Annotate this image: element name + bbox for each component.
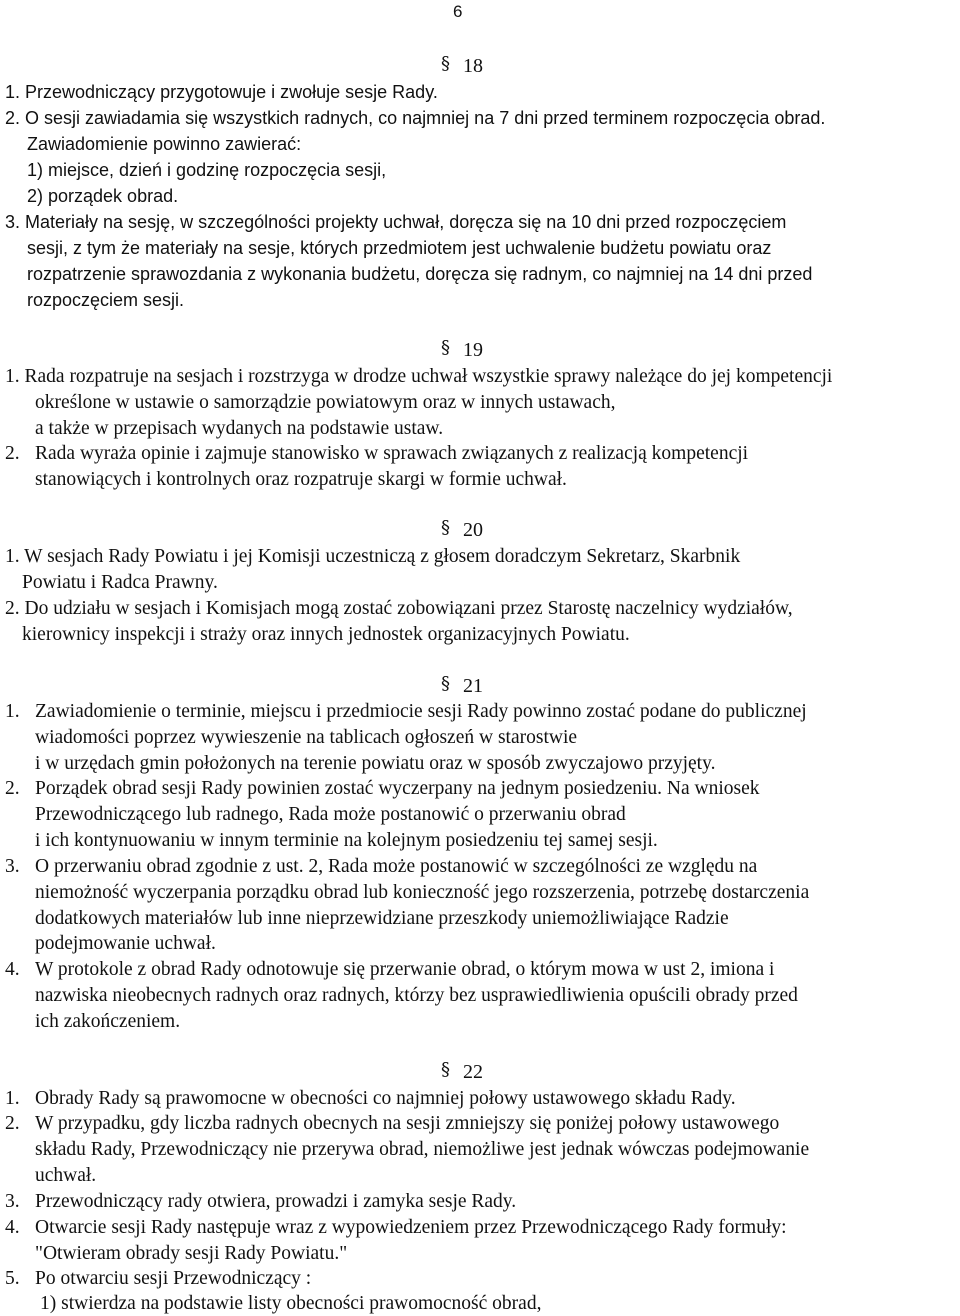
section-18-line: rozpoczęciem sesji. [27, 290, 185, 310]
section-22-item-number: 5. [5, 1268, 20, 1289]
section-19-line: Rada wyraża opinie i zajmuje stanowisko w sprawach związanych z realizacją kompetencji [35, 443, 749, 464]
section-heading-21 [441, 674, 483, 698]
section-22-line: składu Rady, Przewodniczący nie przerywa obrad, niemożliwe jest jednak wówczas podejmowanie [35, 1139, 810, 1160]
section-22-item-number: 1. [5, 1088, 20, 1109]
page-number: 6 [453, 2, 463, 21]
paragraph-sign-icon [441, 54, 453, 76]
section-22-line: Przewodniczący rady otwiera, prowadzi i zamyka sesje Rady. [35, 1191, 517, 1212]
paragraph-sign-icon [441, 518, 453, 540]
paragraph-sign-icon [441, 674, 453, 696]
section-heading-18 [441, 54, 483, 78]
section-heading-22 [441, 1060, 483, 1084]
section-heading-19 [441, 338, 483, 362]
section-number: 21 [463, 675, 483, 697]
section-21-line: O przerwaniu obrad zgodnie z ust. 2, Rada może postanowić w szczególności ze względu na [35, 856, 758, 877]
section-18-line: 3. Materiały na sesję, w szczególności projekty uchwał, doręcza się na 10 dni przed rozpoczęciem [5, 212, 787, 232]
section-22-line: W przypadku, gdy liczba radnych obecnych na sesji zmniejszy się poniżej połowy ustawowego [35, 1113, 780, 1134]
section-18-line: sesji, z tym że materiały na sesje, których przedmiotem jest uchwalenie budżetu powiatu oraz [27, 238, 772, 258]
section-number: 19 [463, 339, 483, 361]
section-20-line: 1. W sesjach Rady Powiatu i jej Komisji uczestniczą z głosem doradczym Sekretarz, Skarbnik [5, 546, 741, 567]
section-21-line: Przewodniczącego lub radnego, Rada może postanowić o przerwaniu obrad [35, 804, 626, 825]
paragraph-sign-icon [441, 338, 453, 360]
paragraph-sign-icon [441, 1060, 453, 1082]
section-18-line: 1. Przewodniczący przygotowuje i zwołuje sesje Rady. [5, 82, 438, 102]
section-21-line: Porządek obrad sesji Rady powinien zostać wyczerpany na jednym posiedzeniu. Na wniosek [35, 778, 760, 799]
section-22-line: Obrady Rady są prawomocne w obecności co najmniej połowy ustawowego składu Rady. [35, 1088, 736, 1109]
section-22-item-number: 2. [5, 1113, 20, 1134]
section-18-line: rozpatrzenie sprawozdania z wykonania budżetu, doręcza się radnym, co najmniej na 14 dni przed [27, 264, 813, 284]
section-21-line: nazwiska nieobecnych radnych oraz radnych, którzy bez usprawiedliwienia opuścili obrady przed [35, 985, 798, 1006]
section-22-line: Po otwarciu sesji Przewodniczący : [35, 1268, 312, 1289]
section-22-item-number: 4. [5, 1217, 20, 1238]
section-18-line: 1) miejsce, dzień i godzinę rozpoczęcia sesji, [27, 160, 387, 180]
section-18-line: Zawiadomienie powinno zawierać: [27, 134, 302, 154]
section-21-line: wiadomości poprzez wywieszenie na tablicach ogłoszeń w starostwie [35, 727, 578, 748]
section-20-line: kierownicy inspekcji i straży oraz innych jednostek organizacyjnych Powiatu. [22, 624, 630, 645]
section-22-subitem: 1) stwierdza na podstawie listy obecności prawomocność obrad, [40, 1293, 542, 1314]
section-21-line: i ich kontynuowaniu w innym terminie na kolejnym posiedzeniu tej samej sesji. [35, 830, 658, 851]
section-22-line: uchwał. [35, 1165, 97, 1186]
section-21-line: dodatkowych materiałów lub inne nieprzewidziane przeszkody uniemożliwiające Radzie [35, 908, 729, 929]
section-heading-20 [441, 518, 483, 542]
section-19-line: stanowiących i kontrolnych oraz rozpatruje skargi w formie uchwał. [35, 469, 567, 490]
section-20-line: 2. Do udziału w sesjach i Komisjach mogą zostać zobowiązani przez Starostę naczelnicy wydziałów, [5, 598, 793, 619]
section-number: 18 [463, 55, 483, 77]
section-21-line: Zawiadomienie o terminie, miejscu i przedmiocie sesji Rady powinno zostać podane do publicznej [35, 701, 807, 722]
section-22-line: "Otwieram obrady sesji Rady Powiatu." [35, 1243, 348, 1264]
section-19-item-number: 2. [5, 443, 20, 464]
section-20-line: Powiatu i Radca Prawny. [22, 572, 218, 593]
section-number: 22 [463, 1061, 483, 1083]
section-22-line: Otwarcie sesji Rady następuje wraz z wypowiedzeniem przez Przewodniczącego Rady formuły: [35, 1217, 787, 1238]
section-21-item-number: 3. [5, 856, 20, 877]
section-21-line: podejmowanie uchwał. [35, 933, 216, 954]
section-number: 20 [463, 519, 483, 541]
section-21-item-number: 4. [5, 959, 20, 980]
section-18-line: 2) porządek obrad. [27, 186, 179, 206]
section-19-line: 1. Rada rozpatruje na sesjach i rozstrzyga w drodze uchwał wszystkie sprawy należące do jej kompetencji [5, 366, 833, 387]
section-21-item-number: 2. [5, 778, 20, 799]
section-21-line: W protokole z obrad Rady odnotowuje się przerwanie obrad, o którym mowa w ust 2, imiona i [35, 959, 775, 980]
section-21-item-number: 1. [5, 701, 20, 722]
section-22-item-number: 3. [5, 1191, 20, 1212]
section-19-line: a także w przepisach wydanych na podstawie ustaw. [35, 418, 444, 439]
section-21-line: i w urzędach gmin położonych na terenie powiatu oraz w sposób zwyczajowo przyjęty. [35, 753, 716, 774]
section-19-line: określone w ustawie o samorządzie powiatowym oraz w innych ustawach, [35, 392, 616, 413]
section-18-line: 2. O sesji zawiadamia się wszystkich radnych, co najmniej na 7 dni przed terminem rozpoczęcia obrad. [5, 108, 826, 128]
section-21-line: niemożność wyczerpania porządku obrad lub konieczność jego rozszerzenia, potrzebę dostarczenia [35, 882, 810, 903]
section-21-line: ich zakończeniem. [35, 1011, 181, 1032]
